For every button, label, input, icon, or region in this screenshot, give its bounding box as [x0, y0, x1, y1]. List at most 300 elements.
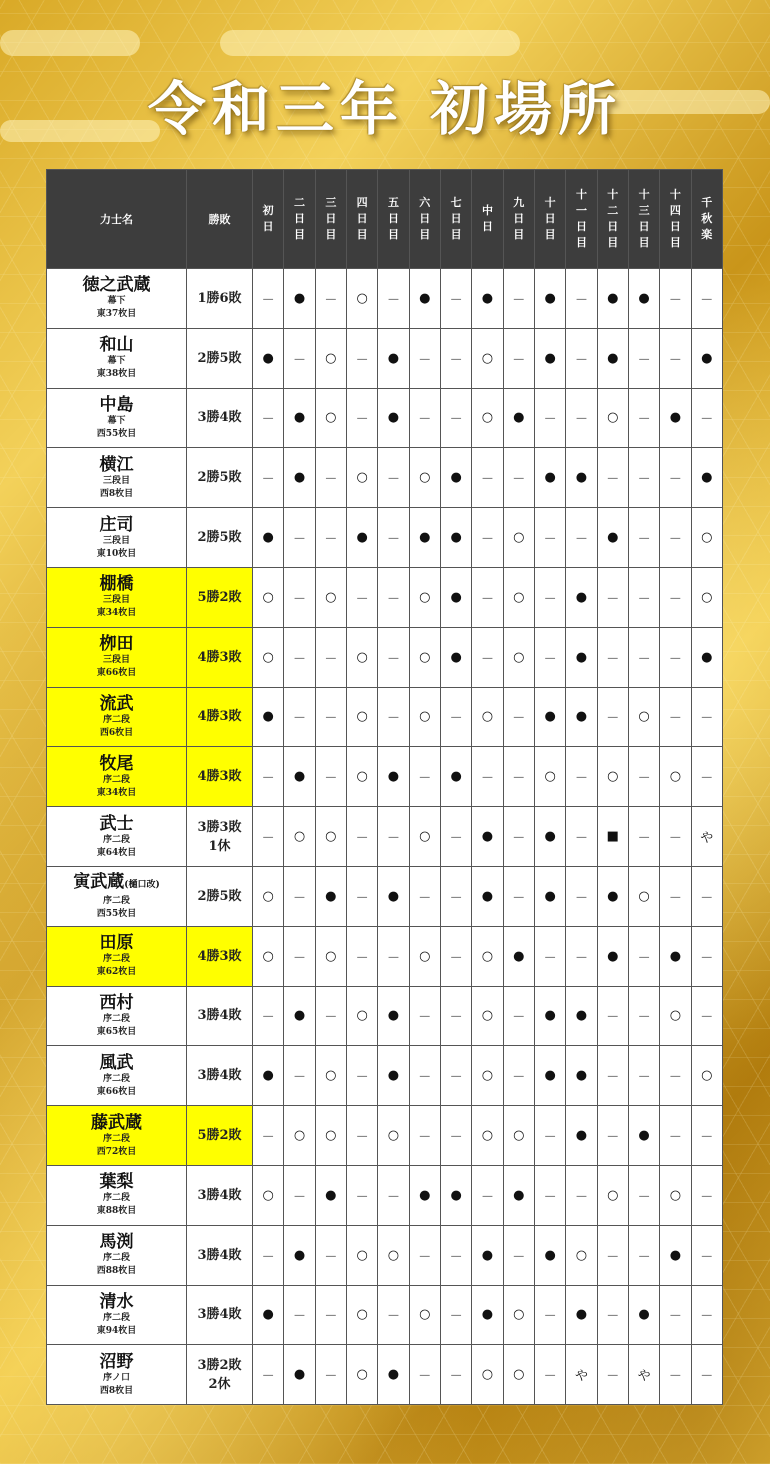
header-day-2: 二 日 目 [284, 170, 315, 269]
result-day-10: ● [534, 448, 565, 508]
result-day-13: － [628, 1225, 659, 1285]
record-text: 3勝4敗 [197, 1307, 242, 1323]
result-day-1: － [253, 1345, 284, 1405]
result-day-8: ○ [472, 986, 503, 1046]
table-row [47, 926, 723, 986]
result-day-2: － [284, 1165, 315, 1225]
result-day-5: － [378, 1285, 409, 1345]
result-day-10: ● [534, 866, 565, 926]
result-day-12: － [597, 1225, 628, 1285]
result-day-10: － [534, 1165, 565, 1225]
result-day-11: － [566, 508, 597, 568]
record-text: 3勝4敗 [197, 1187, 242, 1203]
result-day-12: － [597, 448, 628, 508]
result-day-2: ● [284, 1345, 315, 1405]
result-day-8: － [472, 627, 503, 687]
result-day-1: ● [253, 508, 284, 568]
result-day-3: － [315, 448, 346, 508]
result-day-13: ● [628, 1106, 659, 1166]
result-day-2: ● [284, 448, 315, 508]
table-row [47, 448, 723, 508]
result-day-15: ● [691, 627, 722, 687]
result-day-5: ○ [378, 1225, 409, 1285]
wrestler-position: 東66枚目 [96, 668, 137, 679]
result-day-5: ○ [378, 1106, 409, 1166]
result-day-6: ● [409, 508, 440, 568]
result-day-14: － [660, 1046, 691, 1106]
result-day-2: － [284, 1046, 315, 1106]
result-day-4: － [346, 1046, 377, 1106]
result-day-12: － [597, 627, 628, 687]
result-day-8: － [472, 1165, 503, 1225]
result-day-6: － [409, 328, 440, 388]
wrestler-name: 庄司 [99, 514, 134, 535]
result-day-9: ● [503, 926, 534, 986]
result-day-9: ○ [503, 508, 534, 568]
header-day-3: 三 日 目 [315, 170, 346, 269]
header-row [47, 170, 723, 269]
result-day-8: ○ [472, 1345, 503, 1405]
result-day-12: ○ [597, 1165, 628, 1225]
result-day-11: ● [566, 1106, 597, 1166]
result-day-10: ● [534, 269, 565, 329]
result-day-8: － [472, 747, 503, 807]
result-day-6: ○ [409, 926, 440, 986]
record-cell [187, 747, 253, 807]
result-day-14: － [660, 627, 691, 687]
wrestler-rank: 三段目 [102, 475, 130, 486]
result-day-11: ● [566, 986, 597, 1046]
header-day-5: 五 日 目 [378, 170, 409, 269]
result-day-13: － [628, 926, 659, 986]
wrestler-rank: 序二段 [102, 1193, 130, 1204]
wrestler-name: 風武 [99, 1052, 134, 1073]
record-cell [187, 986, 253, 1046]
result-day-12: － [597, 1345, 628, 1405]
result-day-10: ● [534, 807, 565, 867]
result-day-5: ● [378, 986, 409, 1046]
wrestler-cell [47, 448, 187, 508]
result-day-14: ● [660, 388, 691, 448]
header-day-4: 四 日 目 [346, 170, 377, 269]
result-day-3: ● [315, 866, 346, 926]
result-day-9: ● [503, 1165, 534, 1225]
result-day-7: － [440, 986, 471, 1046]
result-day-3: － [315, 269, 346, 329]
wrestler-position: 西55枚目 [96, 908, 137, 919]
wrestler-cell [47, 567, 187, 627]
result-day-2: － [284, 866, 315, 926]
header-day-13: 十 三 日 目 [628, 170, 659, 269]
wrestler-name: 棚橋 [99, 574, 134, 595]
result-day-6: － [409, 1225, 440, 1285]
result-day-8: ● [472, 1225, 503, 1285]
result-day-5: ● [378, 1046, 409, 1106]
wrestler-rank: 序二段 [102, 834, 130, 845]
result-day-10: ● [534, 328, 565, 388]
header-name: 力士名 [47, 170, 187, 269]
wrestler-name: 流武 [99, 693, 134, 714]
table-row [47, 1225, 723, 1285]
table-row [47, 986, 723, 1046]
header-record: 勝敗 [187, 170, 253, 269]
record-text: 2勝5敗 [197, 888, 242, 904]
result-day-12: ● [597, 926, 628, 986]
result-day-11: ● [566, 1285, 597, 1345]
result-day-15: － [691, 1345, 722, 1405]
result-day-1: ○ [253, 926, 284, 986]
result-day-10: ○ [534, 747, 565, 807]
header-day-1: 初 日 [253, 170, 284, 269]
result-day-7: ● [440, 567, 471, 627]
wrestler-rank: 序ノ口 [102, 1372, 130, 1383]
wrestler-rank: 序二段 [102, 774, 130, 785]
result-day-12: ● [597, 269, 628, 329]
wrestler-rank: 三段目 [102, 655, 130, 666]
result-day-13: － [628, 448, 659, 508]
result-day-9: ○ [503, 1285, 534, 1345]
result-day-10: － [534, 567, 565, 627]
result-day-14: － [660, 687, 691, 747]
record-cell [187, 866, 253, 926]
wrestler-rank: 幕下 [107, 296, 126, 307]
result-day-7: ● [440, 508, 471, 568]
wrestler-rank: 序二段 [102, 1013, 130, 1024]
result-day-2: － [284, 926, 315, 986]
record-cell [187, 328, 253, 388]
result-day-14: ○ [660, 1165, 691, 1225]
result-day-12: ○ [597, 388, 628, 448]
result-day-13: － [628, 747, 659, 807]
result-day-8: ○ [472, 687, 503, 747]
result-day-14: － [660, 1345, 691, 1405]
result-day-6: ○ [409, 627, 440, 687]
header-day-11: 十 一 日 目 [566, 170, 597, 269]
wrestler-cell [47, 1165, 187, 1225]
result-day-11: ● [566, 448, 597, 508]
result-day-11: － [566, 747, 597, 807]
record-cell [187, 1225, 253, 1285]
result-day-5: － [378, 269, 409, 329]
table-row [47, 807, 723, 867]
result-day-9: － [503, 747, 534, 807]
wrestler-rank: 序二段 [102, 1312, 130, 1323]
result-day-4: ○ [346, 448, 377, 508]
wrestler-name: 寅武蔵(樋口改) [73, 871, 160, 892]
result-day-9: － [503, 269, 534, 329]
wrestler-rank: 幕下 [107, 356, 126, 367]
table-row [47, 866, 723, 926]
table-row [47, 567, 723, 627]
record-cell [187, 807, 253, 867]
table-row [47, 1106, 723, 1166]
result-day-2: ● [284, 1225, 315, 1285]
result-day-3: ● [315, 1165, 346, 1225]
wrestler-rank: 序二段 [102, 954, 130, 965]
wrestler-cell [47, 1285, 187, 1345]
wrestler-rank: 序二段 [102, 714, 130, 725]
result-day-13: － [628, 388, 659, 448]
result-day-2: － [284, 1285, 315, 1345]
result-day-3: ○ [315, 1046, 346, 1106]
record-cell [187, 627, 253, 687]
result-day-6: － [409, 388, 440, 448]
result-day-15: － [691, 687, 722, 747]
result-day-13: ○ [628, 866, 659, 926]
result-day-10: ● [534, 687, 565, 747]
result-day-5: － [378, 1165, 409, 1225]
record-cell [187, 1106, 253, 1166]
record-cell [187, 1345, 253, 1405]
header-day-8: 中 日 [472, 170, 503, 269]
result-day-9: ○ [503, 567, 534, 627]
result-day-15: － [691, 1106, 722, 1166]
result-day-15: ○ [691, 508, 722, 568]
result-day-15: － [691, 866, 722, 926]
result-day-3: － [315, 986, 346, 1046]
record-text: 1勝6敗 [197, 290, 242, 306]
wrestler-cell [47, 1225, 187, 1285]
result-day-7: ● [440, 747, 471, 807]
result-day-13: － [628, 567, 659, 627]
result-day-4: ○ [346, 986, 377, 1046]
result-day-13: ● [628, 269, 659, 329]
result-day-13: － [628, 508, 659, 568]
result-day-8: ● [472, 807, 503, 867]
table-row [47, 388, 723, 448]
result-day-11: － [566, 807, 597, 867]
header-day-15: 千 秋 楽 [691, 170, 722, 269]
result-day-11: － [566, 328, 597, 388]
wrestler-position: 東37枚目 [96, 309, 137, 320]
result-day-14: ● [660, 1225, 691, 1285]
result-day-15: ○ [691, 1046, 722, 1106]
record-text: 3勝2敗 [197, 1357, 242, 1373]
result-day-5: ● [378, 866, 409, 926]
result-day-10: － [534, 1106, 565, 1166]
record-text: 3勝4敗 [197, 1068, 242, 1084]
result-day-8: ○ [472, 388, 503, 448]
result-day-14: ○ [660, 747, 691, 807]
result-day-2: ● [284, 269, 315, 329]
wrestler-cell [47, 269, 187, 329]
page-title: 令和三年 初場所 [147, 75, 623, 143]
result-day-3: ○ [315, 1106, 346, 1166]
result-day-7: － [440, 866, 471, 926]
result-day-4: － [346, 866, 377, 926]
result-day-1: － [253, 747, 284, 807]
wrestler-name: 藤武蔵 [91, 1112, 142, 1133]
result-day-9: － [503, 986, 534, 1046]
result-day-4: ○ [346, 1345, 377, 1405]
record-cell [187, 687, 253, 747]
result-day-6: ○ [409, 807, 440, 867]
result-day-6: － [409, 1046, 440, 1106]
table-row [47, 687, 723, 747]
wrestler-name: 沼野 [99, 1351, 134, 1372]
result-day-6: ● [409, 1165, 440, 1225]
wrestler-name: 武士 [99, 813, 134, 834]
result-day-6: － [409, 1345, 440, 1405]
result-day-13: ● [628, 1285, 659, 1345]
result-day-12: － [597, 687, 628, 747]
result-day-12: ● [597, 866, 628, 926]
wrestler-name-note: (樋口改) [124, 879, 160, 890]
result-day-11: ○ [566, 1225, 597, 1285]
result-day-3: ○ [315, 926, 346, 986]
result-day-10: － [534, 1285, 565, 1345]
result-day-3: － [315, 687, 346, 747]
result-day-5: ● [378, 747, 409, 807]
wrestler-cell [47, 388, 187, 448]
wrestler-name: 徳之武蔵 [82, 275, 151, 296]
result-day-4: ● [346, 508, 377, 568]
record-text: 5勝2敗 [197, 1128, 242, 1144]
wrestler-cell [47, 1106, 187, 1166]
result-day-8: ○ [472, 328, 503, 388]
result-day-13: － [628, 1165, 659, 1225]
record-text: 4勝3敗 [197, 948, 242, 964]
wrestler-position: 東34枚目 [96, 608, 137, 619]
result-day-15: － [691, 986, 722, 1046]
wrestler-cell [47, 986, 187, 1046]
wrestler-cell [47, 627, 187, 687]
result-day-15: ○ [691, 567, 722, 627]
wrestler-position: 西8枚目 [99, 1385, 134, 1396]
result-day-7: － [440, 926, 471, 986]
result-day-14: － [660, 567, 691, 627]
result-day-1: ● [253, 1285, 284, 1345]
cloud-decoration [220, 30, 520, 56]
result-day-13: － [628, 986, 659, 1046]
result-day-1: － [253, 807, 284, 867]
result-day-1: ○ [253, 627, 284, 687]
result-day-5: － [378, 926, 409, 986]
record-text: 2勝5敗 [197, 470, 242, 486]
result-day-1: － [253, 448, 284, 508]
header-day-12: 十 二 日 目 [597, 170, 628, 269]
record-cell [187, 1285, 253, 1345]
result-day-7: － [440, 1345, 471, 1405]
result-day-3: － [315, 1345, 346, 1405]
result-day-7: － [440, 687, 471, 747]
record-text: 3勝4敗 [197, 1247, 242, 1263]
result-day-3: － [315, 1285, 346, 1345]
result-day-4: ○ [346, 747, 377, 807]
result-day-2: － [284, 508, 315, 568]
result-day-11: － [566, 866, 597, 926]
result-day-14: － [660, 508, 691, 568]
wrestler-position: 東10枚目 [96, 548, 137, 559]
result-day-13: － [628, 1046, 659, 1106]
result-day-15: － [691, 269, 722, 329]
table-row [47, 1165, 723, 1225]
record-text: 4勝3敗 [197, 769, 242, 785]
result-day-15: － [691, 388, 722, 448]
result-day-3: － [315, 1225, 346, 1285]
result-day-1: － [253, 1225, 284, 1285]
result-day-1: ● [253, 687, 284, 747]
result-day-8: ● [472, 866, 503, 926]
record-text: 2勝5敗 [197, 530, 242, 546]
result-day-5: ● [378, 388, 409, 448]
result-day-6: － [409, 866, 440, 926]
result-day-6: ○ [409, 567, 440, 627]
header-day-6: 六 日 目 [409, 170, 440, 269]
record-text: 5勝2敗 [197, 589, 242, 605]
result-day-1: － [253, 986, 284, 1046]
result-day-14: － [660, 448, 691, 508]
result-day-13: ○ [628, 687, 659, 747]
result-day-2: ○ [284, 807, 315, 867]
table-row [47, 1345, 723, 1405]
result-day-1: ○ [253, 866, 284, 926]
table-row [47, 269, 723, 329]
result-day-9: ○ [503, 627, 534, 687]
result-day-5: － [378, 627, 409, 687]
wrestler-position: 西6枚目 [99, 727, 134, 738]
result-day-15: － [691, 1225, 722, 1285]
record-text: 1休 [208, 838, 231, 854]
result-day-10: － [534, 508, 565, 568]
result-day-2: － [284, 627, 315, 687]
result-day-15: ● [691, 328, 722, 388]
table-row [47, 747, 723, 807]
record-text: 4勝3敗 [197, 649, 242, 665]
result-day-6: ● [409, 269, 440, 329]
result-day-6: － [409, 986, 440, 1046]
wrestler-rank: 序二段 [102, 1133, 130, 1144]
result-day-10: － [534, 627, 565, 687]
result-day-1: － [253, 269, 284, 329]
record-text: 2休 [208, 1376, 231, 1392]
table-row [47, 1046, 723, 1106]
result-day-7: － [440, 1106, 471, 1166]
result-day-8: － [472, 508, 503, 568]
wrestler-rank: 三段目 [102, 595, 130, 606]
result-day-15: や [691, 807, 722, 867]
result-day-12: ■ [597, 807, 628, 867]
result-day-3: － [315, 508, 346, 568]
result-day-3: ○ [315, 328, 346, 388]
result-day-8: ● [472, 269, 503, 329]
table-row [47, 627, 723, 687]
result-day-1: － [253, 388, 284, 448]
result-day-9: ○ [503, 1345, 534, 1405]
record-cell [187, 1165, 253, 1225]
result-day-12: ○ [597, 747, 628, 807]
result-day-2: ○ [284, 1106, 315, 1166]
result-day-9: － [503, 1225, 534, 1285]
wrestler-position: 西55枚目 [96, 428, 137, 439]
result-day-5: ● [378, 1345, 409, 1405]
wrestler-cell [47, 747, 187, 807]
record-text: 3勝3敗 [197, 819, 242, 835]
result-day-1: ○ [253, 567, 284, 627]
record-cell [187, 1046, 253, 1106]
result-day-1: ● [253, 328, 284, 388]
result-day-15: ● [691, 448, 722, 508]
table-row [47, 508, 723, 568]
result-day-2: － [284, 328, 315, 388]
wrestler-position: 西72枚目 [96, 1146, 137, 1157]
result-day-12: － [597, 1106, 628, 1166]
result-day-8: ● [472, 1285, 503, 1345]
result-day-4: ○ [346, 1285, 377, 1345]
result-day-4: － [346, 567, 377, 627]
wrestler-name: 清水 [99, 1291, 134, 1312]
result-day-11: － [566, 388, 597, 448]
